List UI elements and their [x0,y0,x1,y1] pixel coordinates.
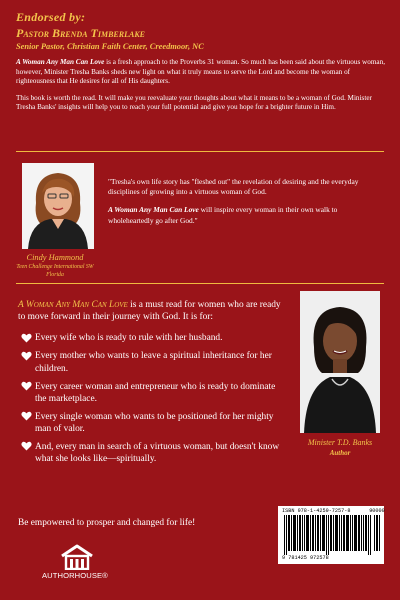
barcode-bars [284,515,380,555]
house-logo-icon [58,544,96,570]
book-description [18,299,288,471]
book-title-inline: A Woman Any Man Can Love [16,58,105,66]
isbn-label: ISBN 978-1-4259-7257-8 90000 [282,508,385,514]
endorser-2-name: Cindy Hammond [26,253,84,262]
list-item: Every career woman and entrepreneur who is ready to dominate the marketplace. [18,381,282,405]
portrait-cindy-image [22,163,94,249]
book-title-inline: A Woman Any Man Can Love [108,205,199,215]
list-item: Every mother who wants to leave a spiritual inheritance for her children. [18,350,282,374]
heart-icon [21,411,32,421]
description-intro: A Woman Any Man Can Love is a must read for women who are ready to move forward in their journey with God. It is for: [18,300,281,323]
list-item: Every single woman who wants to be positioned for her mighty man of valor. [18,411,282,435]
endorsed-by-heading: Endorsed by: [16,10,86,24]
endorsement-quote [108,177,384,226]
publisher-logo [42,544,132,580]
audience-list [18,332,288,464]
endorsement-top [16,10,388,113]
endorser-photo [22,163,94,249]
list-item: Every wife who is ready to rule with her husband. [18,332,282,344]
heart-icon [21,381,32,391]
endorser-title: Senior Pastor, Christian Faith Center, Creedmoor, NC [16,42,204,51]
endorsement-paragraph-1: A Woman Any Man Can Love is a fresh approach to the Proverbs 31 woman. So much has been said about the virtuous woman, however, Minister Tresha Banks sheds new light on what it truly means to serve the Lord and become the woman of righteousness that He desires for all of His daughters. [16,58,385,85]
book-title-inline: A Woman Any Man Can Love [18,300,128,310]
endorser-name: Pastor Brenda Timberlake [16,26,145,40]
endorser-2-title: Teen Challenge International SW Florida [16,264,94,278]
portrait-author-image [300,291,380,433]
barcode-number: 9 781425 972578 [282,555,329,561]
publisher-name: AUTHORHOUSE® [42,571,108,580]
heart-icon [21,333,32,343]
list-item: And, every man in search of a virtuous woman, but doesn't know what she looks like—spiritually. [18,441,282,465]
author-role: Author [329,449,351,457]
quote-paragraph-2: A Woman Any Man Can Love will inspire every woman in their own walk to wholeheartedly go after God." [108,205,338,225]
heart-icon [21,441,32,451]
author-name: Minister T.D. Banks [307,438,373,447]
heart-icon [21,351,32,361]
divider-top [16,151,384,152]
quote-paragraph-1: "Tresha's own life story has "fleshed out" the revelation of desiring and the everyday disciplines of growing into a virtuous woman of God. [108,177,359,197]
endorsement-paragraph-2: This book is worth the read. It will make you reevaluate your thoughts about what it means to be a woman of God. Minister Tresha Banks' insights will help you to reach your full potential and give you hope for a brighter future in Him. [16,93,372,111]
divider-mid [16,283,384,284]
author-photo [300,291,380,433]
isbn-barcode [278,506,384,564]
closing-line: Be empowered to prosper and changed for life! [18,518,196,528]
